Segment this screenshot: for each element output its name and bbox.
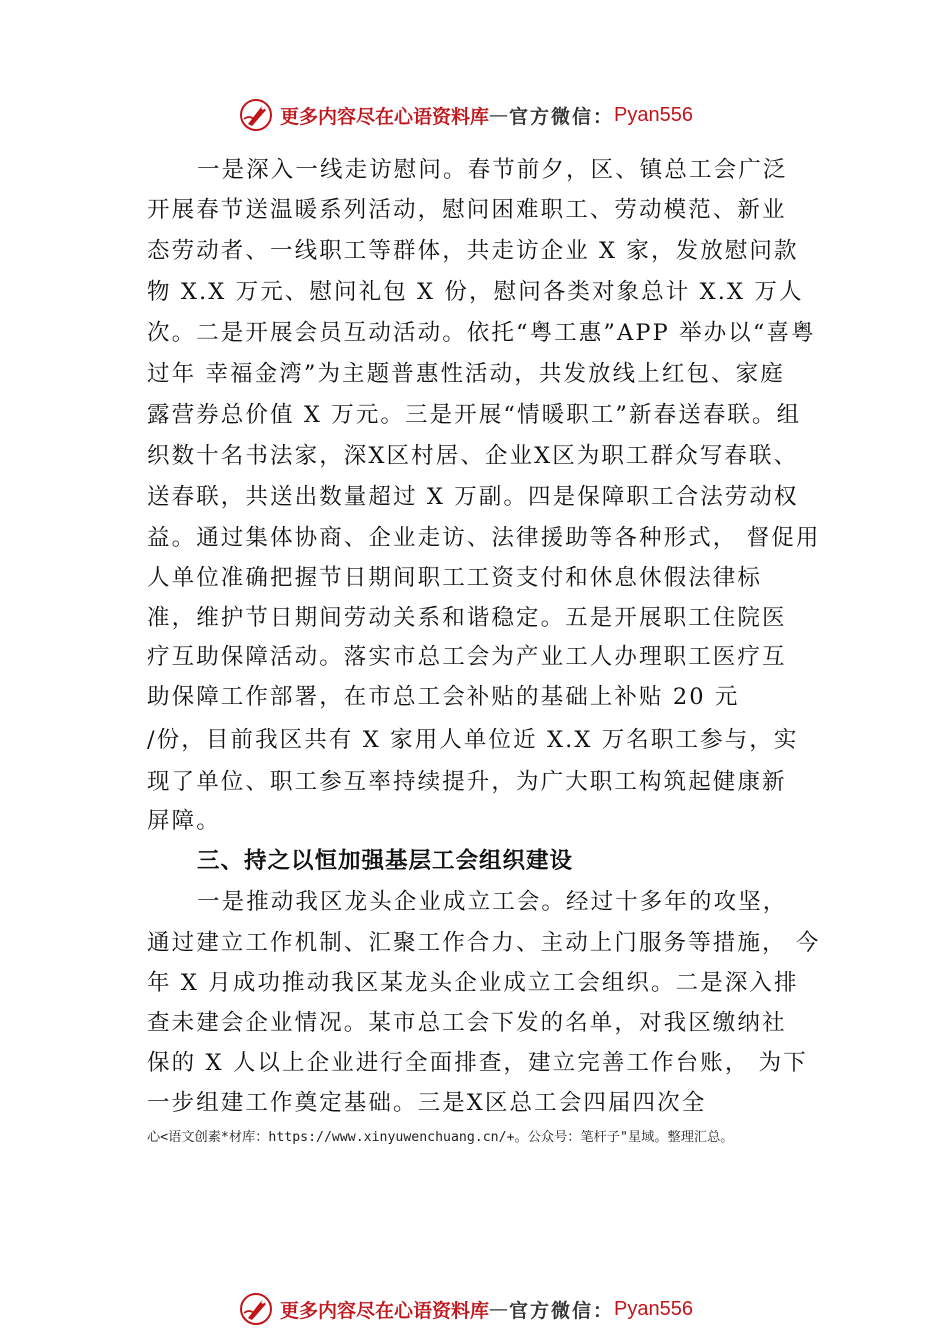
body-line: 物 X.X 万元、慰问礼包 X 份，慰问各类对象总计 X.X 万人 xyxy=(147,279,804,305)
body-line: 助保障工作部署，在市总工会补贴的基础上补贴 20 元 xyxy=(147,684,740,710)
body-line: 准，维护节日期间劳动关系和谐稳定。五是开展职工住院医 xyxy=(147,605,787,631)
body-line: 织数十名书法家，深X区村居、企业X区为职工群众写春联、 xyxy=(147,443,799,469)
section-line: 通过建立工作机制、汇聚工作合力、主动上门服务等措施， 今 xyxy=(147,930,821,956)
section-heading: 三、持之以恒加强基层工会组织建设 xyxy=(197,848,574,874)
banner-wechat-id: Pyan556 xyxy=(614,1297,693,1320)
body-line: 态劳动者、一线职工等群体，共走访企业 X 家，发放慰问款 xyxy=(147,238,799,264)
top-banner xyxy=(238,97,693,133)
body-line: 次。二是开展会员互动活动。依托“粤工惠”APP 举办以“喜粤 xyxy=(147,320,816,346)
body-line: 一是深入一线走访慰问。春节前夕，区、镇总工会广泛 xyxy=(197,157,788,183)
section-line: 年 X 月成功推动我区某龙头企业成立工会组织。二是深入排 xyxy=(147,970,799,996)
body-line: 露营券总价值 X 万元。三是开展“情暖职工”新春送春联。组 xyxy=(147,402,802,428)
section-line: 保的 X 人以上企业进行全面排查，建立完善工作台账， 为下 xyxy=(147,1050,808,1076)
pen-nib-logo-icon xyxy=(238,97,274,133)
banner-wechat-label: 官方微信： xyxy=(509,105,615,128)
body-line: 益。通过集体协商、企业走访、法律援助等各种形式， 督促用 xyxy=(147,525,821,551)
body-line: 人单位准确把握节日期间职工工资支付和休息休假法律标 xyxy=(147,565,763,591)
body-line: 过年 幸福金湾”为主题普惠性活动，共发放线上红包、家庭 xyxy=(147,361,785,387)
body-line: 疗互助保障活动。落实市总工会为产业工人办理职工医疗互 xyxy=(147,644,787,670)
banner-separator: — xyxy=(489,104,510,126)
body-line: 送春联，共送出数量超过 X 万副。四是保障职工合法劳动权 xyxy=(147,484,799,510)
body-line: 开展春节送温暖系列活动，慰问困难职工、劳动模范、新业 xyxy=(147,197,787,223)
pen-nib-logo-icon xyxy=(238,1291,274,1327)
body-line: 屏障。 xyxy=(147,808,221,834)
banner-main-text: 更多内容尽在心语资料库 xyxy=(280,105,490,128)
banner-main-text: 更多内容尽在心语资料库 xyxy=(280,1299,490,1322)
banner-wechat-label: 官方微信： xyxy=(509,1299,615,1322)
banner-separator: — xyxy=(489,1298,510,1320)
bottom-banner xyxy=(238,1291,693,1327)
section-line: 一是推动我区龙头企业成立工会。经过十多年的攻坚， xyxy=(197,889,788,915)
section-line: 一步组建工作奠定基础。三是X区总工会四届四次全 xyxy=(147,1090,707,1116)
body-line: /份，目前我区共有 X 家用人单位近 X.X 万名职工参与，实 xyxy=(147,727,799,753)
footer-source-note: 心<语文创素*材库：https://www.xinyuwenchuang.cn/+。公众号：笔杆子"星域。整理汇总。 xyxy=(147,1130,734,1145)
banner-wechat-id: Pyan556 xyxy=(614,103,693,126)
body-line: 现了单位、职工参互率持续提升，为广大职工构筑起健康新 xyxy=(147,769,787,795)
section-line: 查未建会企业情况。某市总工会下发的名单，对我区缴纳社 xyxy=(147,1010,787,1036)
